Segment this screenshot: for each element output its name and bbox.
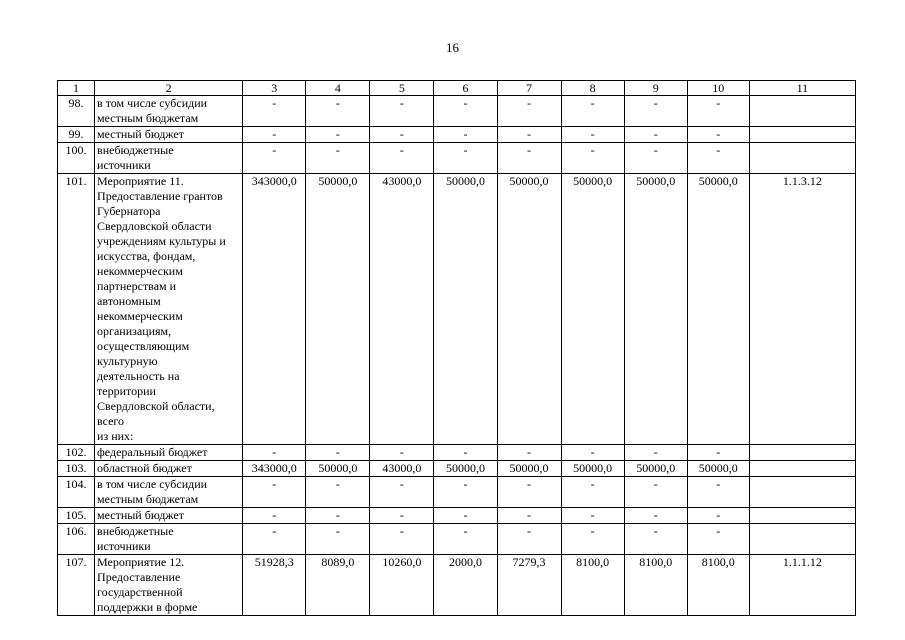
table-row xyxy=(58,555,856,616)
row-name-cell xyxy=(95,127,243,143)
value-cell: - xyxy=(243,127,306,143)
column-number-cell: 5 xyxy=(370,81,434,96)
row-name-line: Предоставление xyxy=(97,570,181,584)
row-number-cell: 105. xyxy=(58,508,95,524)
column-number-cell: 2 xyxy=(95,81,243,96)
value-cell: 50000,0 xyxy=(624,174,687,445)
value-cell: - xyxy=(243,508,306,524)
row-name-line: в том числе субсидии xyxy=(97,96,208,110)
value-cell: - xyxy=(434,96,497,127)
value-cell: - xyxy=(370,143,434,174)
code-cell xyxy=(749,508,855,524)
value-cell: - xyxy=(434,445,497,461)
value-cell: 50000,0 xyxy=(561,461,624,477)
row-name-cell xyxy=(95,555,243,616)
row-number-cell: 107. xyxy=(58,555,95,616)
row-name-line: внебюджетные xyxy=(97,524,174,538)
row-name-cell xyxy=(95,477,243,508)
value-cell: - xyxy=(434,524,497,555)
row-name-line: всего xyxy=(97,414,125,428)
value-cell: - xyxy=(434,127,497,143)
value-cell: 50000,0 xyxy=(687,174,749,445)
row-name-line: автономным xyxy=(97,294,161,308)
value-cell: 343000,0 xyxy=(243,461,306,477)
code-cell: 1.1.3.12 xyxy=(749,174,855,445)
table-row xyxy=(58,508,856,524)
row-name-line: в том числе субсидии xyxy=(97,477,208,491)
code-cell xyxy=(749,461,855,477)
row-name-cell xyxy=(95,461,243,477)
column-number-cell: 4 xyxy=(306,81,370,96)
table-row xyxy=(58,445,856,461)
value-cell: - xyxy=(370,445,434,461)
value-cell: - xyxy=(687,477,749,508)
row-name-line: партнерствам и xyxy=(97,279,177,293)
table-row xyxy=(58,127,856,143)
row-name-line: Свердловской области, xyxy=(97,399,215,413)
value-cell: 8100,0 xyxy=(624,555,687,616)
page-number: 16 xyxy=(446,40,459,55)
value-cell: - xyxy=(434,508,497,524)
column-number-cell: 3 xyxy=(243,81,306,96)
column-number-cell: 8 xyxy=(561,81,624,96)
row-name-line: деятельность на xyxy=(97,369,180,383)
column-number-cell: 11 xyxy=(749,81,855,96)
value-cell: - xyxy=(497,445,561,461)
row-name-cell xyxy=(95,524,243,555)
row-name-line: местный бюджет xyxy=(97,127,184,141)
value-cell: - xyxy=(243,477,306,508)
value-cell: - xyxy=(370,477,434,508)
value-cell: 343000,0 xyxy=(243,174,306,445)
value-cell: 50000,0 xyxy=(306,174,370,445)
row-name-line: внебюджетные xyxy=(97,143,174,157)
row-name-line: культурную xyxy=(97,354,158,368)
table-row xyxy=(58,477,856,508)
row-name-cell xyxy=(95,143,243,174)
value-cell: - xyxy=(561,127,624,143)
table-header-row xyxy=(58,81,856,96)
value-cell: - xyxy=(687,508,749,524)
value-cell: - xyxy=(561,143,624,174)
value-cell: 7279,3 xyxy=(497,555,561,616)
row-number-cell: 100. xyxy=(58,143,95,174)
value-cell: - xyxy=(624,508,687,524)
row-name-line: источники xyxy=(97,158,151,172)
value-cell: - xyxy=(687,96,749,127)
value-cell: - xyxy=(624,524,687,555)
value-cell: - xyxy=(624,127,687,143)
value-cell: - xyxy=(370,524,434,555)
row-number-cell: 103. xyxy=(58,461,95,477)
table-row xyxy=(58,524,856,555)
row-number-cell: 99. xyxy=(58,127,95,143)
value-cell: - xyxy=(243,96,306,127)
value-cell: - xyxy=(370,508,434,524)
value-cell: - xyxy=(497,143,561,174)
value-cell: - xyxy=(497,524,561,555)
code-cell xyxy=(749,143,855,174)
row-number-cell: 104. xyxy=(58,477,95,508)
column-number-cell: 9 xyxy=(624,81,687,96)
value-cell: - xyxy=(434,477,497,508)
value-cell: - xyxy=(561,96,624,127)
value-cell: - xyxy=(243,445,306,461)
code-cell xyxy=(749,96,855,127)
row-name-line: искусства, фондам, xyxy=(97,249,196,263)
column-number-cell: 7 xyxy=(497,81,561,96)
value-cell: - xyxy=(243,143,306,174)
row-name-line: Мероприятие 12. xyxy=(97,555,185,569)
value-cell: 8089,0 xyxy=(306,555,370,616)
row-name-line: территории xyxy=(97,384,156,398)
row-number-cell: 106. xyxy=(58,524,95,555)
row-name-line: Мероприятие 11. xyxy=(97,174,184,188)
row-name-line: местным бюджетам xyxy=(97,492,199,506)
row-name-cell xyxy=(95,174,243,445)
value-cell: 8100,0 xyxy=(687,555,749,616)
row-name-line: Губернатора xyxy=(97,204,161,218)
value-cell: - xyxy=(687,143,749,174)
value-cell: - xyxy=(624,96,687,127)
value-cell: 51928,3 xyxy=(243,555,306,616)
row-name-line: некоммерческим xyxy=(97,264,183,278)
row-name-line: Свердловской области xyxy=(97,219,212,233)
value-cell: - xyxy=(497,477,561,508)
row-name-line: учреждениям культуры и xyxy=(97,234,226,248)
row-name-line: местный бюджет xyxy=(97,508,184,522)
row-number-cell: 102. xyxy=(58,445,95,461)
value-cell: - xyxy=(306,508,370,524)
value-cell: - xyxy=(497,127,561,143)
value-cell: - xyxy=(434,143,497,174)
value-cell: - xyxy=(687,127,749,143)
row-number-cell: 101. xyxy=(58,174,95,445)
value-cell: - xyxy=(561,445,624,461)
row-name-line: организациям, xyxy=(97,324,172,338)
value-cell: - xyxy=(687,445,749,461)
row-number-cell: 98. xyxy=(58,96,95,127)
value-cell: - xyxy=(624,143,687,174)
value-cell: 43000,0 xyxy=(370,174,434,445)
row-name-line: осуществляющим xyxy=(97,339,190,353)
code-cell xyxy=(749,445,855,461)
table-row xyxy=(58,461,856,477)
value-cell: - xyxy=(561,508,624,524)
column-number-cell: 6 xyxy=(434,81,497,96)
row-name-cell xyxy=(95,96,243,127)
value-cell: 50000,0 xyxy=(497,461,561,477)
value-cell: - xyxy=(243,524,306,555)
column-number-cell: 10 xyxy=(687,81,749,96)
code-cell xyxy=(749,524,855,555)
row-name-line: государственной xyxy=(97,585,183,599)
value-cell: - xyxy=(687,524,749,555)
value-cell: 43000,0 xyxy=(370,461,434,477)
value-cell: - xyxy=(624,445,687,461)
column-number-cell: 1 xyxy=(58,81,95,96)
row-name-cell xyxy=(95,508,243,524)
table-row xyxy=(58,143,856,174)
code-cell: 1.1.1.12 xyxy=(749,555,855,616)
value-cell: 50000,0 xyxy=(687,461,749,477)
table-row xyxy=(58,174,856,445)
value-cell: - xyxy=(497,508,561,524)
value-cell: 50000,0 xyxy=(497,174,561,445)
value-cell: - xyxy=(306,477,370,508)
row-name-line: областной бюджет xyxy=(97,461,192,475)
value-cell: - xyxy=(497,96,561,127)
value-cell: 2000,0 xyxy=(434,555,497,616)
value-cell: 50000,0 xyxy=(306,461,370,477)
value-cell: - xyxy=(306,143,370,174)
row-name-cell xyxy=(95,445,243,461)
budget-table xyxy=(57,80,856,616)
value-cell: - xyxy=(624,477,687,508)
code-cell xyxy=(749,477,855,508)
value-cell: 50000,0 xyxy=(434,174,497,445)
row-name-line: некоммерческим xyxy=(97,309,183,323)
value-cell: 50000,0 xyxy=(624,461,687,477)
value-cell: - xyxy=(370,127,434,143)
value-cell: 8100,0 xyxy=(561,555,624,616)
value-cell: 50000,0 xyxy=(434,461,497,477)
value-cell: 10260,0 xyxy=(370,555,434,616)
row-name-line: местным бюджетам xyxy=(97,111,199,125)
row-name-line: Предоставление грантов xyxy=(97,189,223,203)
value-cell: - xyxy=(561,477,624,508)
value-cell: - xyxy=(561,524,624,555)
value-cell: - xyxy=(306,524,370,555)
row-name-line: из них: xyxy=(97,429,134,443)
value-cell: - xyxy=(370,96,434,127)
value-cell: - xyxy=(306,445,370,461)
table-row xyxy=(58,96,856,127)
value-cell: 50000,0 xyxy=(561,174,624,445)
value-cell: - xyxy=(306,127,370,143)
row-name-line: поддержки в форме xyxy=(97,600,198,614)
row-name-line: источники xyxy=(97,539,151,553)
row-name-line: федеральный бюджет xyxy=(97,445,208,459)
value-cell: - xyxy=(306,96,370,127)
code-cell xyxy=(749,127,855,143)
